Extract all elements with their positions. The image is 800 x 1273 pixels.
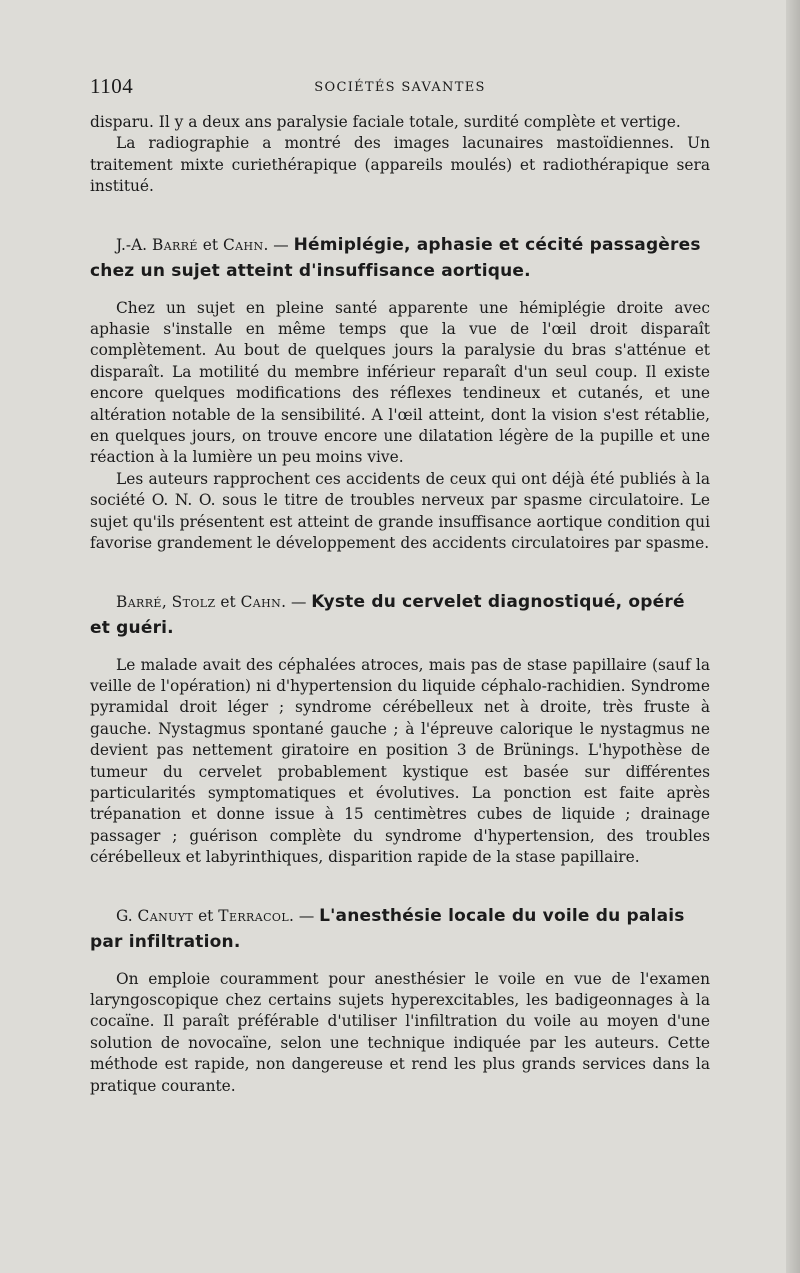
section-paragraph: On emploie couramment pour anesthésier le voile en vue de l'examen laryngoscopique chez certains sujets hyperexcitables, les badigeonnages à la cocaïne. Il paraît préférable d'utiliser l'infiltration du voile au moyen d'une solution de novocaïne, selon une technique indiquée par les auteurs. Cette méthode est rapide, non dangereuse et rend les plus grands services dans la pratique courante. [90, 969, 710, 1095]
section-title: L'anesthésie locale du voile du palais par infiltration. [90, 905, 685, 952]
author-name: Canuyt [137, 906, 194, 925]
author-prefix: G. [116, 906, 133, 925]
author-name: Cahn [240, 592, 282, 611]
author-conjunction: et [202, 235, 219, 254]
section-title-line [90, 232, 710, 284]
author-prefix: J.-A. [116, 235, 148, 254]
author-name: Stolz [171, 592, 216, 611]
section-anesthesie [90, 903, 710, 1097]
title-dash: . — [281, 592, 307, 611]
section-paragraph: Le malade avait des céphalées atroces, mais pas de stase papillaire (sauf la veille de l'opération) ni d'hypertension du liquide céphalo-rachidien. Syndrome pyramidal droit léger ; syndrome cérébelleux net à droite, très fruste à gauche. Nystagmus spontané gauche ; à l'épreuve calorique le nystagmus ne devient pas nettement giratoire en position 3 de Brünings. L'hypothèse de tumeur du cervelet probablement kystique est basée sur différentes particularités symptomatiques et évolutives. La ponction est faite après trépanation et donne issue à 15 centimètres cubes de liquide ; drainage passager ; guérison complète du syndrome d'hypertension, des troubles cérébelleux et labyrinthiques, disparition rapide de la stase papillaire. [90, 655, 710, 867]
section-title-line [90, 903, 710, 955]
intro-paragraph-1: disparu. Il y a deux ans paralysie faciale totale, surdité complète et vertige. [90, 113, 681, 131]
intro-paragraph-2: La radiographie a montré des images lacunaires mastoïdiennes. Un traitement mixte curiethérapique (appareils moulés) et radiothérapique sera institué. [90, 134, 710, 196]
section-title: Kyste du cervelet diagnostiqué, opéré et guéri. [90, 591, 685, 638]
page-number: 1104 [90, 74, 134, 98]
section-hemiplegie [90, 232, 710, 555]
title-dash: . — [289, 906, 315, 925]
section-title: Hémiplégie, aphasie et cécité passagères chez un sujet atteint d'insuffisance aortique. [90, 234, 701, 281]
author-conjunction: et [220, 592, 236, 611]
page-edge [786, 0, 800, 1273]
running-head: SOCIÉTÉS SAVANTES [314, 80, 486, 95]
section-paragraph: Chez un sujet en pleine santé apparente une hémiplégie droite avec aphasie s'installe en même temps que la vue de l'œil droit disparaît complètement. Au bout de quelques jours la paralysie du bras s'atténue et disparaît. La motilité du membre inférieur reparaît d'un seul coup. Il existe encore quelques modifications des réflexes tendineux et cutanés, et une altération notable de la sensibilité. A l'œil atteint, dont la vision s'est rétablie, en quelques jours, on trouve encore une dilatation légère de la pupille et une réaction à la lumière un peu moins vive. [90, 298, 710, 467]
author-name: Cahn [222, 235, 264, 254]
title-dash: . — [263, 235, 289, 254]
page-content [90, 60, 710, 1097]
author-conjunction: et [198, 906, 214, 925]
section-paragraph: Les auteurs rapprochent ces accidents de ceux qui ont déjà été publiés à la société O. N. O. sous le titre de troubles nerveux par spasme circulatoire. Le sujet qu'ils présentent est atteint de grande insuffisance aortique condition qui favorise grandement le développement des accidents circulatoires par spasme. [90, 469, 710, 553]
author-separator: , [161, 592, 172, 611]
author-name: Barré [116, 592, 162, 611]
section-kyste [90, 589, 710, 869]
author-name: Terracol [218, 906, 290, 925]
page-header [90, 60, 710, 100]
author-name: Barré [151, 235, 198, 254]
section-title-line [90, 589, 710, 641]
